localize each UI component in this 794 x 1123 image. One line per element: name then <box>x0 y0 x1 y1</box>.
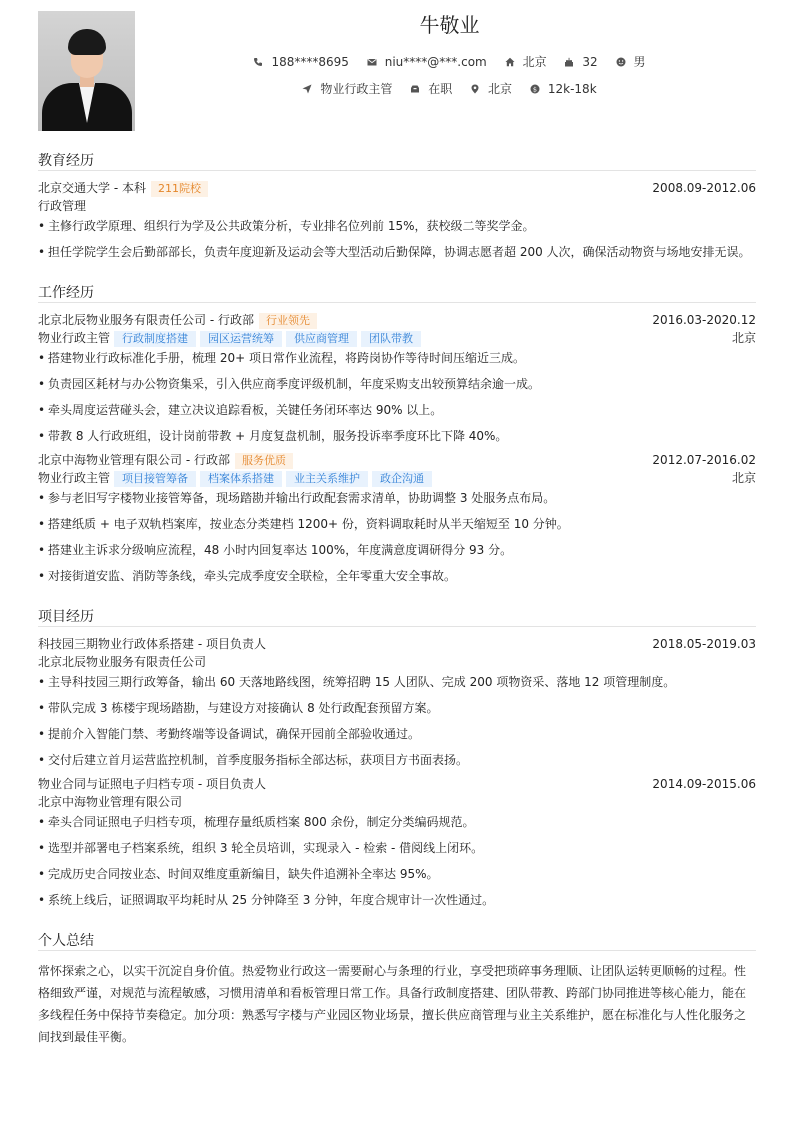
summary-section-title: 个人总结 <box>38 930 756 951</box>
list-item: • 带队完成 3 栋楼宇现场踏勘，与建设方对接确认 8 处行政配套预留方案。 <box>38 700 756 716</box>
work-role: 物业行政主管 <box>38 471 111 485</box>
project-title: 科技园三期物业行政体系搭建 - 项目负责人 <box>38 637 266 651</box>
skill-tag: 供应商管理 <box>286 331 357 347</box>
education-school-row <box>38 180 756 196</box>
company-name: 北京中海物业管理有限公司 - 行政部 <box>38 453 230 467</box>
inbox-icon <box>410 84 420 94</box>
project-date: 2014.09-2015.06 <box>652 777 756 791</box>
project-org: 北京中海物业管理有限公司 <box>38 795 183 809</box>
work-role-row <box>38 330 756 346</box>
target-role-text: 物业行政主管 <box>320 82 393 96</box>
work-company-row <box>38 312 756 328</box>
phone-info <box>253 55 348 69</box>
status-info <box>410 80 452 97</box>
list-item: • 参与老旧写字楼物业接管筹备，现场踏勘并输出行政配套需求清单，协助调整 3 处服务点布局。 <box>38 490 756 506</box>
work-location: 北京 <box>731 331 756 345</box>
skill-tag: 项目接管筹备 <box>114 471 196 487</box>
list-item: • 对接街道安监、消防等条线，牵头完成季度安全联检，全年零重大安全事故。 <box>38 568 756 584</box>
project-title: 物业合同与证照电子归档专项 - 项目负责人 <box>38 777 266 791</box>
skill-tag: 行政制度搭建 <box>114 331 196 347</box>
list-item: • 主导科技园三期行政筹备，输出 60 天落地路线图，统筹招聘 15 人团队、完成 200 项物资采、落地 12 项管理制度。 <box>38 674 756 690</box>
skill-tag: 政企沟通 <box>372 471 432 487</box>
gender-info <box>616 53 646 70</box>
list-item: • 搭建纸质 + 电子双轨档案库，按业态分类建档 1200+ 份，资料调取耗时从半天缩短至 10 分钟。 <box>38 516 756 532</box>
contact-row <box>143 53 756 70</box>
company-tag: 服务优质 <box>235 453 293 469</box>
list-item: • 牵头周度运营碰头会，建立决议追踪看板，关键任务闭环率达 90% 以上。 <box>38 402 756 418</box>
target-city-text: 北京 <box>488 82 513 96</box>
send-icon <box>302 84 312 94</box>
education-section-title: 教育经历 <box>38 150 756 171</box>
job-intent-row <box>143 80 756 97</box>
candidate-name: 牛敬业 <box>419 13 480 37</box>
project-title-row <box>38 776 756 792</box>
skill-tag: 团队带教 <box>361 331 421 347</box>
summary-line: 多线程任务中保持节奏稳定。加分项：熟悉写字楼与产业园区物业场景，擅长供应商管理与业主关系维护，愿在标准化与人性化服务之 <box>38 1008 747 1022</box>
project-org: 北京北辰物业服务有限责任公司 <box>38 655 207 669</box>
work-role-row <box>38 470 756 486</box>
company-tag: 行业领先 <box>259 313 317 329</box>
email-text: niu****@***.com <box>384 55 487 69</box>
age-info <box>564 55 597 69</box>
phone-text: 188****8695 <box>271 55 349 69</box>
age-text: 32 <box>582 55 598 69</box>
education-date: 2008.09-2012.06 <box>652 181 756 195</box>
phone-icon <box>253 57 263 67</box>
skill-tag: 档案体系搭建 <box>200 471 282 487</box>
list-item: • 带教 8 人行政班组，设计岗前带教 + 月度复盘机制，服务投诉率季度环比下降 40%。 <box>38 428 756 444</box>
projects-section-title: 项目经历 <box>38 606 756 627</box>
location-pin-icon <box>470 84 480 94</box>
project-title-row <box>38 636 756 652</box>
list-item: • 搭建业主诉求分级响应流程，48 小时内回复率达 100%，年度满意度调研得分 93 分。 <box>38 542 756 558</box>
education-major: 行政管理 <box>38 199 87 213</box>
list-item: • 主修行政学原理、组织行为学及公共政策分析，专业排名位列前 15%，获校级二等奖学金。 <box>38 218 756 234</box>
home-icon <box>505 57 515 67</box>
smile-icon <box>616 57 626 67</box>
list-item: • 提前介入智能门禁、考勤终端等设备调试，确保开园前全部验收通过。 <box>38 726 756 742</box>
school-tag: 211院校 <box>151 181 208 197</box>
summary-line: 常怀探索之心，以实干沉淀自身价值。热爱物业行政这一需要耐心与条理的行业，享受把琐碎事务理顺、让团队运转更顺畅的过程。性 <box>38 964 747 978</box>
list-item: • 选型并部署电子档案系统，组织 3 轮全员培训，实现录入 - 检索 - 借阅线上闭环。 <box>38 840 756 856</box>
summary-line: 格细致严谨，对规范与流程敏感，习惯用清单和看板管理日常工作。具备行政制度搭建、团队带教、跨部门协同推进等核心能力，能在 <box>38 986 747 1000</box>
list-item: • 搭建物业行政标准化手册，梳理 20+ 项日常作业流程，将跨岗协作等待时间压缩近三成。 <box>38 350 756 366</box>
list-item: • 牵头合同证照电子归档专项，梳理存量纸质档案 800 余份，制定分类编码规范。 <box>38 814 756 830</box>
work-section-title: 工作经历 <box>38 282 756 303</box>
summary-text <box>38 960 756 1048</box>
email-info <box>367 55 487 69</box>
work-role: 物业行政主管 <box>38 331 111 345</box>
work-date: 2016.03-2020.12 <box>652 313 756 327</box>
list-item: • 完成历史合同按业态、时间双维度重新编目，缺失件追溯补全率达 95%。 <box>38 866 756 882</box>
money-icon <box>530 84 540 94</box>
work-location: 北京 <box>731 471 756 485</box>
target-role-info <box>302 80 392 97</box>
target-city-info <box>470 80 512 97</box>
gender-text: 男 <box>633 55 646 69</box>
summary-line: 间找到最佳平衡。 <box>38 1030 135 1044</box>
work-company-row <box>38 452 756 468</box>
city-info <box>505 53 547 70</box>
list-item: • 交付后建立首月运营监控机制，首季度服务指标全部达标，获项目方书面表扬。 <box>38 752 756 768</box>
mail-icon <box>367 57 377 67</box>
list-item: • 担任学院学生会后勤部部长，负责年度迎新及运动会等大型活动后勤保障，协调志愿者超 200 人次，确保活动物资与场地安排无误。 <box>38 244 756 260</box>
school-name: 北京交通大学 - 本科 <box>38 181 146 195</box>
skill-tag: 园区运营统筹 <box>200 331 282 347</box>
list-item: • 负责园区耗材与办公物资集采，引入供应商季度评级机制，年度采购支出较预算结余逾一成。 <box>38 376 756 392</box>
skill-tag: 业主关系维护 <box>286 471 368 487</box>
salary-info <box>530 82 597 96</box>
city-text: 北京 <box>522 55 547 69</box>
cake-icon <box>564 57 574 67</box>
svg-text:$: $ <box>532 85 537 94</box>
status-text: 在职 <box>428 82 453 96</box>
company-name: 北京北辰物业服务有限责任公司 - 行政部 <box>38 313 254 327</box>
list-item: • 系统上线后，证照调取平均耗时从 25 分钟降至 3 分钟，年度合规审计一次性通过。 <box>38 892 756 908</box>
salary-text: 12k-18k <box>547 82 597 96</box>
work-date: 2012.07-2016.02 <box>652 453 756 467</box>
project-date: 2018.05-2019.03 <box>652 637 756 651</box>
